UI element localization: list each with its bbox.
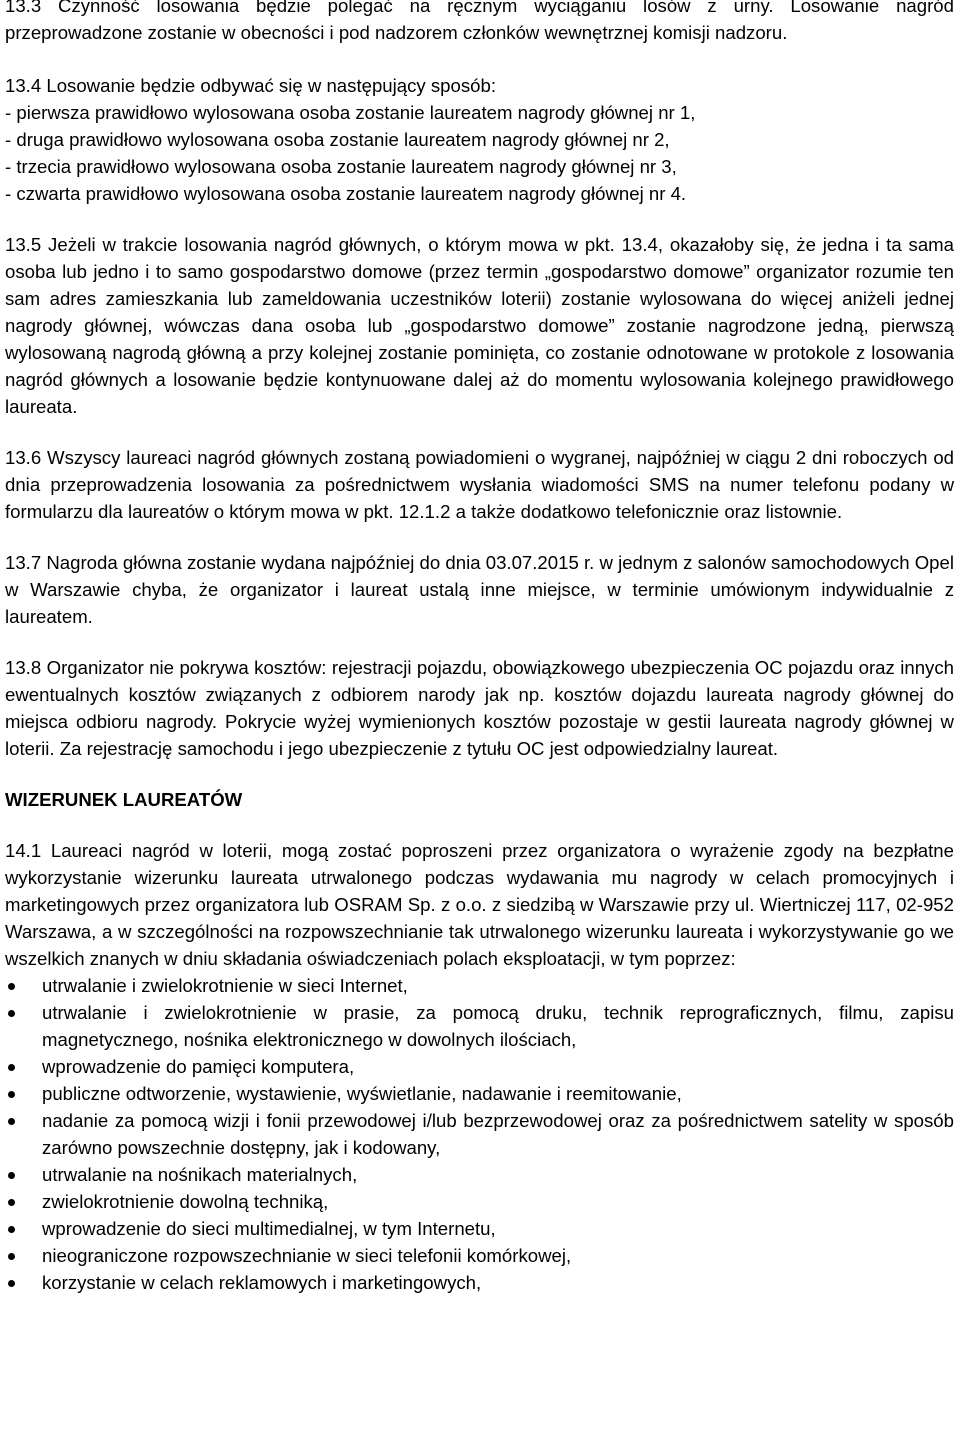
spacer <box>5 207 954 231</box>
paragraph-13-5: 13.5 Jeżeli w trakcie losowania nagród głównych, o którym mowa w pkt. 13.4, okazałoby się, że jedna i ta sama osoba lub jedno i to samo gospodarstwo domowe (przez termin „gospodarstwo domowe” organizator rozumie ten sam adres zamieszkania lub zameldowania uczestników loterii) zostanie wylosowana do więcej aniżeli jednej nagrody głównej, wówczas dana osoba lub „gospodarstwo domowe” zostanie nagrodzone jedną, pierwszą wylosowaną nagrodą główną a przy kolejnej zostanie pominięta, co zostanie odnotowane w protokole z losowania nagród głównych a losowanie będzie kontynuowane dalej aż do momentu wylosowania kolejnego prawidłowego laureata. <box>5 234 954 417</box>
spacer <box>5 630 954 654</box>
list-item: nieograniczone rozpowszechnianie w sieci telefonii komórkowej, <box>5 1242 954 1269</box>
list-item: zwielokrotnienie dowolną techniką, <box>5 1188 954 1215</box>
paragraph-13-3: 13.3 Czynność losowania będzie polegać na ręcznym wyciąganiu losów z urny. Losowanie nagród przeprowadzone zostanie w obecności i pod nadzorem członków wewnętrznej komisji nadzoru. <box>5 0 954 43</box>
draw-rule-line-1: - pierwsza prawidłowo wylosowana osoba zostanie laureatem nagrody głównej nr 1, <box>5 102 696 123</box>
list-item: publiczne odtworzenie, wystawienie, wyświetlanie, nadawanie i reemitowanie, <box>5 1080 954 1107</box>
bullet-icon <box>8 1091 15 1098</box>
bullet-icon <box>8 1118 15 1125</box>
list-item: nadanie za pomocą wizji i fonii przewodowej i/lub bezprzewodowej oraz za pośrednictwem satelity w sposób zarówno powszechnie dostępny, jak i kodowany, <box>5 1107 954 1161</box>
list-item: wprowadzenie do pamięci komputera, <box>5 1053 954 1080</box>
list-item: wprowadzenie do sieci multimedialnej, w tym Internetu, <box>5 1215 954 1242</box>
paragraph-13-4-intro: 13.4 Losowanie będzie odbywać się w następujący sposób: <box>5 75 496 96</box>
exploitation-fields-list <box>5 972 954 1296</box>
paragraph-13-8: 13.8 Organizator nie pokrywa kosztów: rejestracji pojazdu, obowiązkowego ubezpieczenia OC pojazdu oraz innych ewentualnych kosztów związanych z odbiorem narody jak np. kosztów dojazdu laureata nagrody głównej do miejsca odbioru nagrody. Pokrycie wyżej wymienionych kosztów pozostaje w gestii laureata nagrody głównej w loterii. Za rejestrację samochodu i jego ubezpieczenie z tytułu OC jest odpowiedzialny laureat. <box>5 657 954 759</box>
bullet-icon <box>8 1064 15 1071</box>
bullet-icon <box>8 1010 15 1017</box>
draw-rule-line-3: - trzecia prawidłowo wylosowana osoba zostanie laureatem nagrody głównej nr 3, <box>5 156 677 177</box>
spacer <box>5 420 954 444</box>
spacer <box>5 762 954 786</box>
list-item: utrwalanie i zwielokrotnienie w prasie, za pomocą druku, technik reprograficznych, filmu, zapisu magnetycznego, nośnika elektronicznego w dowolnych ilościach, <box>5 999 954 1053</box>
bullet-icon <box>8 1199 15 1206</box>
paragraph-13-4 <box>5 72 954 207</box>
draw-rule-line-4: - czwarta prawidłowo wylosowana osoba zostanie laureatem nagrody głównej nr 4. <box>5 183 687 204</box>
list-item: utrwalanie na nośnikach materialnych, <box>5 1161 954 1188</box>
paragraph-14-1: 14.1 Laureaci nagród w loterii, mogą zostać poproszeni przez organizatora o wyrażenie zgody na bezpłatne wykorzystanie wizerunku laureata utrwalonego podczas wydawania mu nagrody w celach promocyjnych i marketingowych przez organizatora lub OSRAM Sp. z o.o. z siedzibą w Warszawie przy ul. Wiertniczej 117, 02-952 Warszawa, a w szczególności na rozpowszechnianie tak utrwalonego wizerunku laureata i wykorzystywanie go we wszelkich znanych w dniu składania oświadczeniach polach eksploatacji, w tym poprzez: <box>5 840 954 969</box>
bullet-icon <box>8 983 15 990</box>
spacer <box>5 525 954 549</box>
spacer <box>5 46 954 72</box>
section-heading-wizerunek: WIZERUNEK LAUREATÓW <box>5 789 243 810</box>
list-item: utrwalanie i zwielokrotnienie w sieci Internet, <box>5 972 954 999</box>
paragraph-13-7: 13.7 Nagroda główna zostanie wydana najpóźniej do dnia 03.07.2015 r. w jednym z salonów samochodowych Opel w Warszawie chyba, że organizator i laureat ustalą inne miejsce, w terminie umówionym indywidualnie z laureatem. <box>5 552 954 627</box>
paragraph-13-6: 13.6 Wszyscy laureaci nagród głównych zostaną powiadomieni o wygranej, najpóźniej w ciągu 2 dni roboczych od dnia przeprowadzenia losowania za pośrednictwem wysłania wiadomości SMS na numer telefonu podany w formularzu dla laureatów o którym mowa w pkt. 12.1.2 a także dodatkowo telefonicznie oraz listownie. <box>5 447 954 522</box>
bullet-icon <box>8 1280 15 1287</box>
spacer <box>5 813 954 837</box>
draw-rule-line-2: - druga prawidłowo wylosowana osoba zostanie laureatem nagrody głównej nr 2, <box>5 129 670 150</box>
bullet-icon <box>8 1172 15 1179</box>
list-item: korzystanie w celach reklamowych i marketingowych, <box>5 1269 954 1296</box>
bullet-icon <box>8 1226 15 1233</box>
bullet-icon <box>8 1253 15 1260</box>
